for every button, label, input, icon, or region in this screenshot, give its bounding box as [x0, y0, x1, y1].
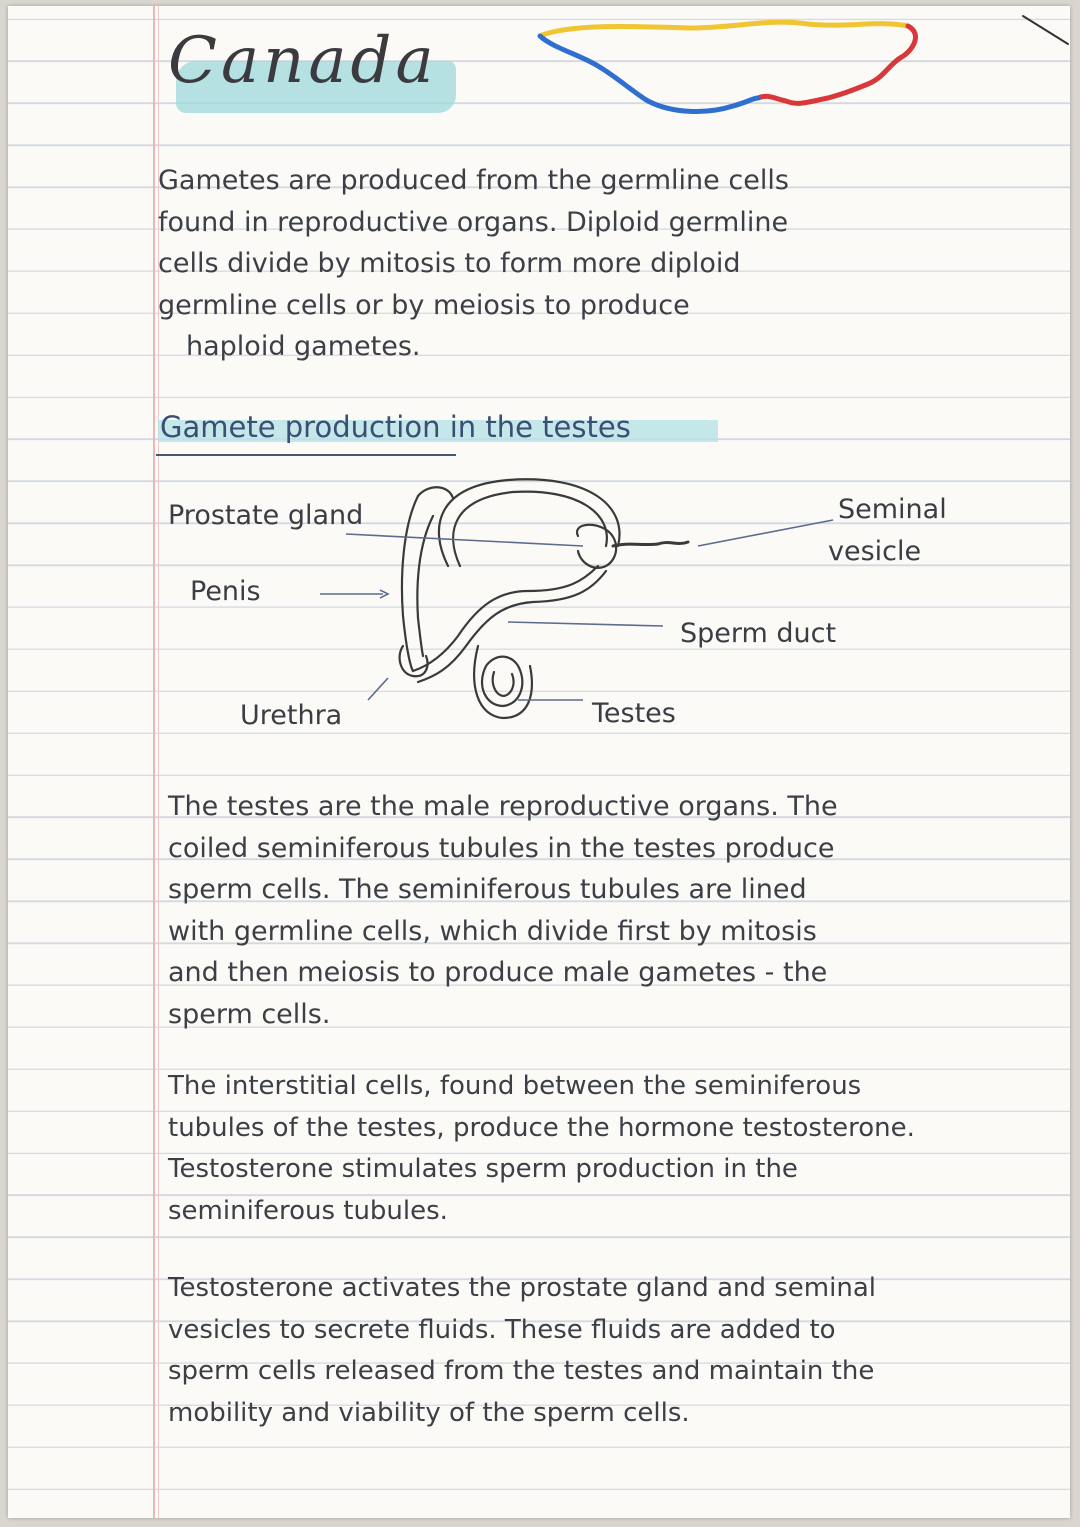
page-title: Canada: [168, 24, 438, 98]
interstitial-line: Testosterone stimulates sperm production in the: [168, 1154, 798, 1184]
interstitial-line: seminiferous tubules.: [168, 1195, 448, 1226]
testes-paragraph: [168, 786, 838, 1035]
label-penis: Penis: [190, 576, 261, 607]
reproductive-system-diagram: [400, 479, 688, 718]
label-vesicle: vesicle: [828, 536, 922, 567]
intro-paragraph: [158, 160, 789, 368]
label-seminal: Seminal: [838, 494, 947, 525]
prostate-line: Testosterone activates the prostate gland and seminal: [168, 1273, 876, 1303]
label-urethra: Urethra: [240, 700, 343, 731]
label-sperm-duct: Sperm duct: [680, 618, 837, 649]
prostate-line: mobility and viability of the sperm cells.: [168, 1397, 690, 1428]
intro-line: found in reproductive organs. Diploid germline: [158, 206, 789, 238]
prostate-line: vesicles to secrete fluids. These fluids are added to: [168, 1314, 836, 1345]
intro-line: germline cells or by meiosis to produce: [158, 289, 690, 321]
testes-line: with germline cells, which divide first by mitosis: [168, 915, 817, 947]
intro-line: Gametes are produced from the germline cells: [158, 165, 789, 196]
canada-map-icon: [540, 16, 1068, 111]
testes-line: The testes are the male reproductive organs. The: [168, 791, 838, 822]
interstitial-line: The interstitial cells, found between the seminiferous: [168, 1071, 862, 1101]
label-prostate-gland: Prostate gland: [168, 500, 364, 531]
interstitial-line: tubules of the testes, produce the hormone testosterone.: [168, 1112, 915, 1143]
testes-line: sperm cells.: [168, 998, 331, 1030]
diagram-leader-lines: [320, 520, 833, 700]
label-testes: Testes: [592, 698, 676, 729]
testes-line: and then meiosis to produce male gametes - the: [168, 957, 828, 988]
testes-line: sperm cells. The seminiferous tubules are lined: [168, 874, 807, 905]
interstitial-paragraph: [168, 1066, 915, 1232]
intro-line: cells divide by mitosis to form more diploid: [158, 248, 741, 279]
intro-line: haploid gametes.: [186, 331, 421, 362]
prostate-line: sperm cells released from the testes and maintain the: [168, 1356, 875, 1386]
notebook-page: [8, 6, 1070, 1518]
testes-line: coiled seminiferous tubules in the testes produce: [168, 832, 835, 864]
heading-underline: [156, 454, 456, 456]
section-heading: Gamete production in the testes: [160, 410, 631, 444]
prostate-paragraph: [168, 1268, 876, 1434]
